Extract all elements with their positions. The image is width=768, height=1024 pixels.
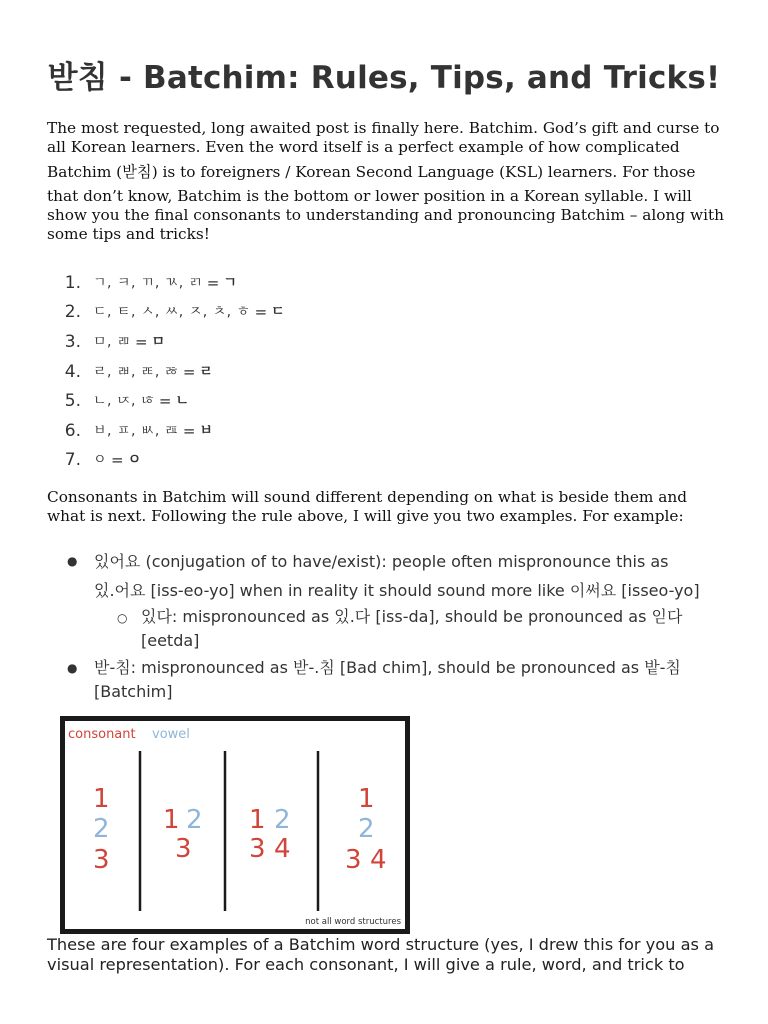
- rule-result: ㄷ: [271, 304, 285, 321]
- sub-example-item: [47, 605, 737, 653]
- rule-result: ㅁ: [151, 333, 166, 350]
- rule-consonants: ㄷ, ㅌ, ㅅ, ㅆ, ㅈ, ㅊ, ㅎ: [93, 304, 251, 321]
- legend-consonant: consonant: [68, 727, 136, 742]
- examples-list: [47, 547, 737, 704]
- example-text: 있.어요 [iss-eo-yo] when in reality it should sound more like 이써요 [isseo-yo]: [94, 581, 700, 600]
- caption-line: These are four examples of a Batchim word structure (yes, I drew this for you as a: [47, 935, 714, 954]
- structure-3: [249, 805, 291, 864]
- example-item: [47, 656, 737, 704]
- sub-bullet-circle: ○: [117, 611, 128, 625]
- vowel-digit: 2: [186, 805, 203, 835]
- rule-consonants: ㄹ, ㄼ, ㄾ, ㅀ: [93, 363, 179, 380]
- equals-sign: =: [158, 392, 172, 411]
- example-text: [Batchim]: [94, 682, 173, 701]
- intro-line: The most requested, long awaited post is finally here. Batchim. God’s gift and curse to: [47, 119, 720, 137]
- page-title: 받침 - Batchim: Rules, Tips, and Tricks!: [47, 60, 721, 96]
- rule-result: ㅂ: [199, 422, 213, 439]
- rule-item: [47, 357, 285, 387]
- intro-line: some tips and tricks!: [47, 225, 210, 243]
- intro-line: all Korean learners. Even the word itself is a perfect example of how complicated: [47, 138, 680, 156]
- consonant-digit: 1: [249, 805, 266, 835]
- rule-result: ㄹ: [199, 363, 213, 380]
- rule-item: [47, 327, 285, 357]
- rule-consonants: ㅁ, ㄻ: [93, 333, 131, 350]
- sub-example-text: [eetda]: [141, 631, 200, 650]
- legend-vowel: vowel: [152, 727, 190, 742]
- rule-number: 2.: [64, 302, 81, 323]
- rule-item: [47, 268, 285, 298]
- figure-footnote: not all word structures: [305, 917, 401, 927]
- structure-4: [345, 784, 387, 875]
- rule-item: [47, 416, 285, 446]
- rule-number: 3.: [64, 331, 81, 352]
- syllable-structure-figure: [60, 716, 410, 934]
- bullet-dot: ●: [67, 661, 78, 675]
- example-text: 받-침: mispronounced as 받-.침 [Bad chim], should be pronounced as 밭-침: [94, 658, 681, 677]
- rule-consonants: ㄱ, ㅋ, ㄲ, ㄳ, ㄺ: [93, 274, 203, 291]
- consonant-digit: 1: [358, 784, 375, 814]
- rule-item: [47, 446, 285, 476]
- equals-sign: =: [206, 273, 220, 292]
- consonant-digit: 1: [163, 805, 180, 835]
- rule-result: ㄴ: [175, 393, 189, 410]
- consonant-digit: 3: [93, 845, 110, 875]
- syllable-structure-drawing: [65, 721, 405, 929]
- examples-intro-line: what is next. Following the rule above, I will give you two examples. For example:: [47, 507, 684, 525]
- rule-number: 6.: [64, 420, 81, 441]
- intro-line: show you the final consonants to understanding and pronouncing Batchim – along with: [47, 206, 724, 224]
- structure-1: [93, 784, 110, 875]
- consonant-digit: 3: [249, 834, 266, 864]
- caption-line: visual representation). For each consonant, I will give a rule, word, and trick to: [47, 955, 685, 974]
- intro-paragraph: [47, 119, 727, 244]
- vowel-digit: 2: [93, 814, 110, 844]
- equals-sign: =: [254, 303, 268, 322]
- equals-sign: =: [111, 451, 124, 470]
- rule-consonants: ㅂ, ㅍ, ㅄ, ㄿ: [93, 422, 179, 439]
- rule-result: ㄱ: [223, 274, 237, 291]
- batchim-rules-list: [47, 268, 285, 475]
- consonant-digit: 3: [345, 845, 362, 875]
- rule-number: 5.: [64, 391, 81, 412]
- equals-sign: =: [134, 332, 148, 351]
- consonant-digit: 1: [93, 784, 110, 814]
- consonant-digit: 4: [370, 845, 387, 875]
- rule-item: [47, 386, 285, 416]
- rule-result: ㅇ: [127, 452, 142, 469]
- examples-intro-line: Consonants in Batchim will sound different depending on what is beside them and: [47, 488, 687, 506]
- vowel-digit: 2: [274, 805, 291, 835]
- example-text: 있어요 (conjugation of to have/exist): people often mispronounce this as: [94, 552, 669, 571]
- example-item: [47, 547, 737, 605]
- rule-number: 4.: [64, 361, 81, 382]
- intro-line: Batchim (받침) is to foreigners / Korean Second Language (KSL) learners. For those: [47, 163, 696, 181]
- bullet-dot: ●: [67, 554, 78, 568]
- rule-item: [47, 298, 285, 328]
- intro-line: that don’t know, Batchim is the bottom or lower position in a Korean syllable. I will: [47, 187, 692, 205]
- structure-2: [163, 805, 203, 864]
- rule-consonants: ㅇ: [93, 452, 108, 469]
- equals-sign: =: [182, 362, 196, 381]
- examples-intro-paragraph: [47, 488, 727, 526]
- consonant-digit: 4: [274, 834, 291, 864]
- consonant-digit: 3: [175, 834, 192, 864]
- rule-consonants: ㄴ, ㄵ, ㄶ: [93, 393, 155, 410]
- rule-number: 1.: [64, 272, 81, 293]
- vowel-digit: 2: [358, 814, 375, 844]
- sub-example-text: 있다: mispronounced as 있.다 [iss-da], should be pronounced as 읻다: [141, 607, 683, 626]
- figure-caption: [47, 935, 747, 975]
- rule-number: 7.: [64, 450, 81, 471]
- equals-sign: =: [182, 421, 196, 440]
